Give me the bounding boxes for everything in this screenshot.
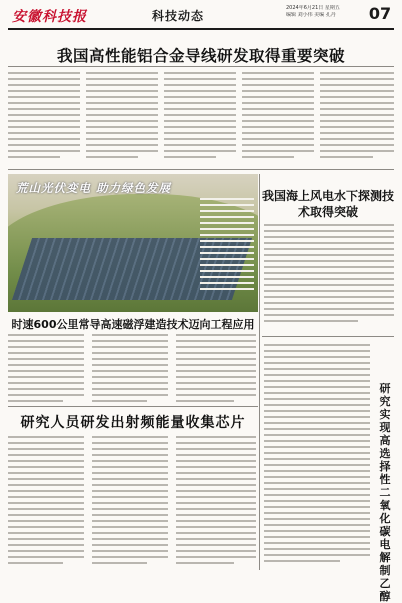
co2-headline: 研究实现高选择性二氧化碳电解制乙醇 bbox=[379, 382, 391, 603]
wind-bottom-rule bbox=[262, 336, 394, 337]
maglev-body-col-3 bbox=[176, 334, 256, 402]
feature-photo-title: 荒山光伏变电 助力绿色发展 bbox=[16, 181, 172, 195]
maglev-headline: 时速600公里常导高速磁浮建造技术迈向工程应用 bbox=[11, 318, 255, 331]
lead-body-col-3 bbox=[164, 72, 236, 164]
chip-body-col-3 bbox=[176, 436, 256, 568]
newspaper-masthead: 安徽科技报 bbox=[12, 9, 87, 25]
editor-line: 编辑 刘小伟 美编 孔丹 bbox=[286, 12, 336, 18]
feature-photo-caption bbox=[200, 198, 254, 294]
lead-body-col-5 bbox=[320, 72, 394, 164]
column-divider bbox=[259, 174, 260, 570]
maglev-bottom-rule bbox=[8, 406, 258, 407]
maglev-body-col-1 bbox=[8, 334, 84, 402]
chip-headline: 研究人员研发出射频能量收集芯片 bbox=[20, 415, 246, 431]
maglev-body-col-2 bbox=[92, 334, 168, 402]
chip-body-col-1 bbox=[8, 436, 84, 568]
wind-headline: 我国海上风电水下探测技术取得突破 bbox=[262, 189, 395, 219]
feature-photo bbox=[8, 174, 258, 312]
lead-body-col-4 bbox=[242, 72, 314, 164]
lead-bottom-rule bbox=[8, 169, 394, 170]
co2-body bbox=[264, 344, 370, 570]
issue-date: 2024年6月21日 星期五 bbox=[286, 5, 340, 11]
chip-body-col-2 bbox=[92, 436, 168, 568]
header-meta bbox=[286, 5, 366, 19]
section-title: 科技动态 bbox=[152, 9, 205, 23]
header-rule bbox=[8, 28, 394, 30]
lead-body-col-2 bbox=[86, 72, 158, 164]
wind-body bbox=[264, 224, 394, 324]
lead-body-col-1 bbox=[8, 72, 80, 164]
page-number-box bbox=[366, 4, 394, 25]
lead-headline: 我国高性能铝合金导线研发取得重要突破 bbox=[56, 47, 345, 65]
page-number: 07 bbox=[368, 4, 392, 23]
lead-headline-rule bbox=[8, 66, 394, 67]
